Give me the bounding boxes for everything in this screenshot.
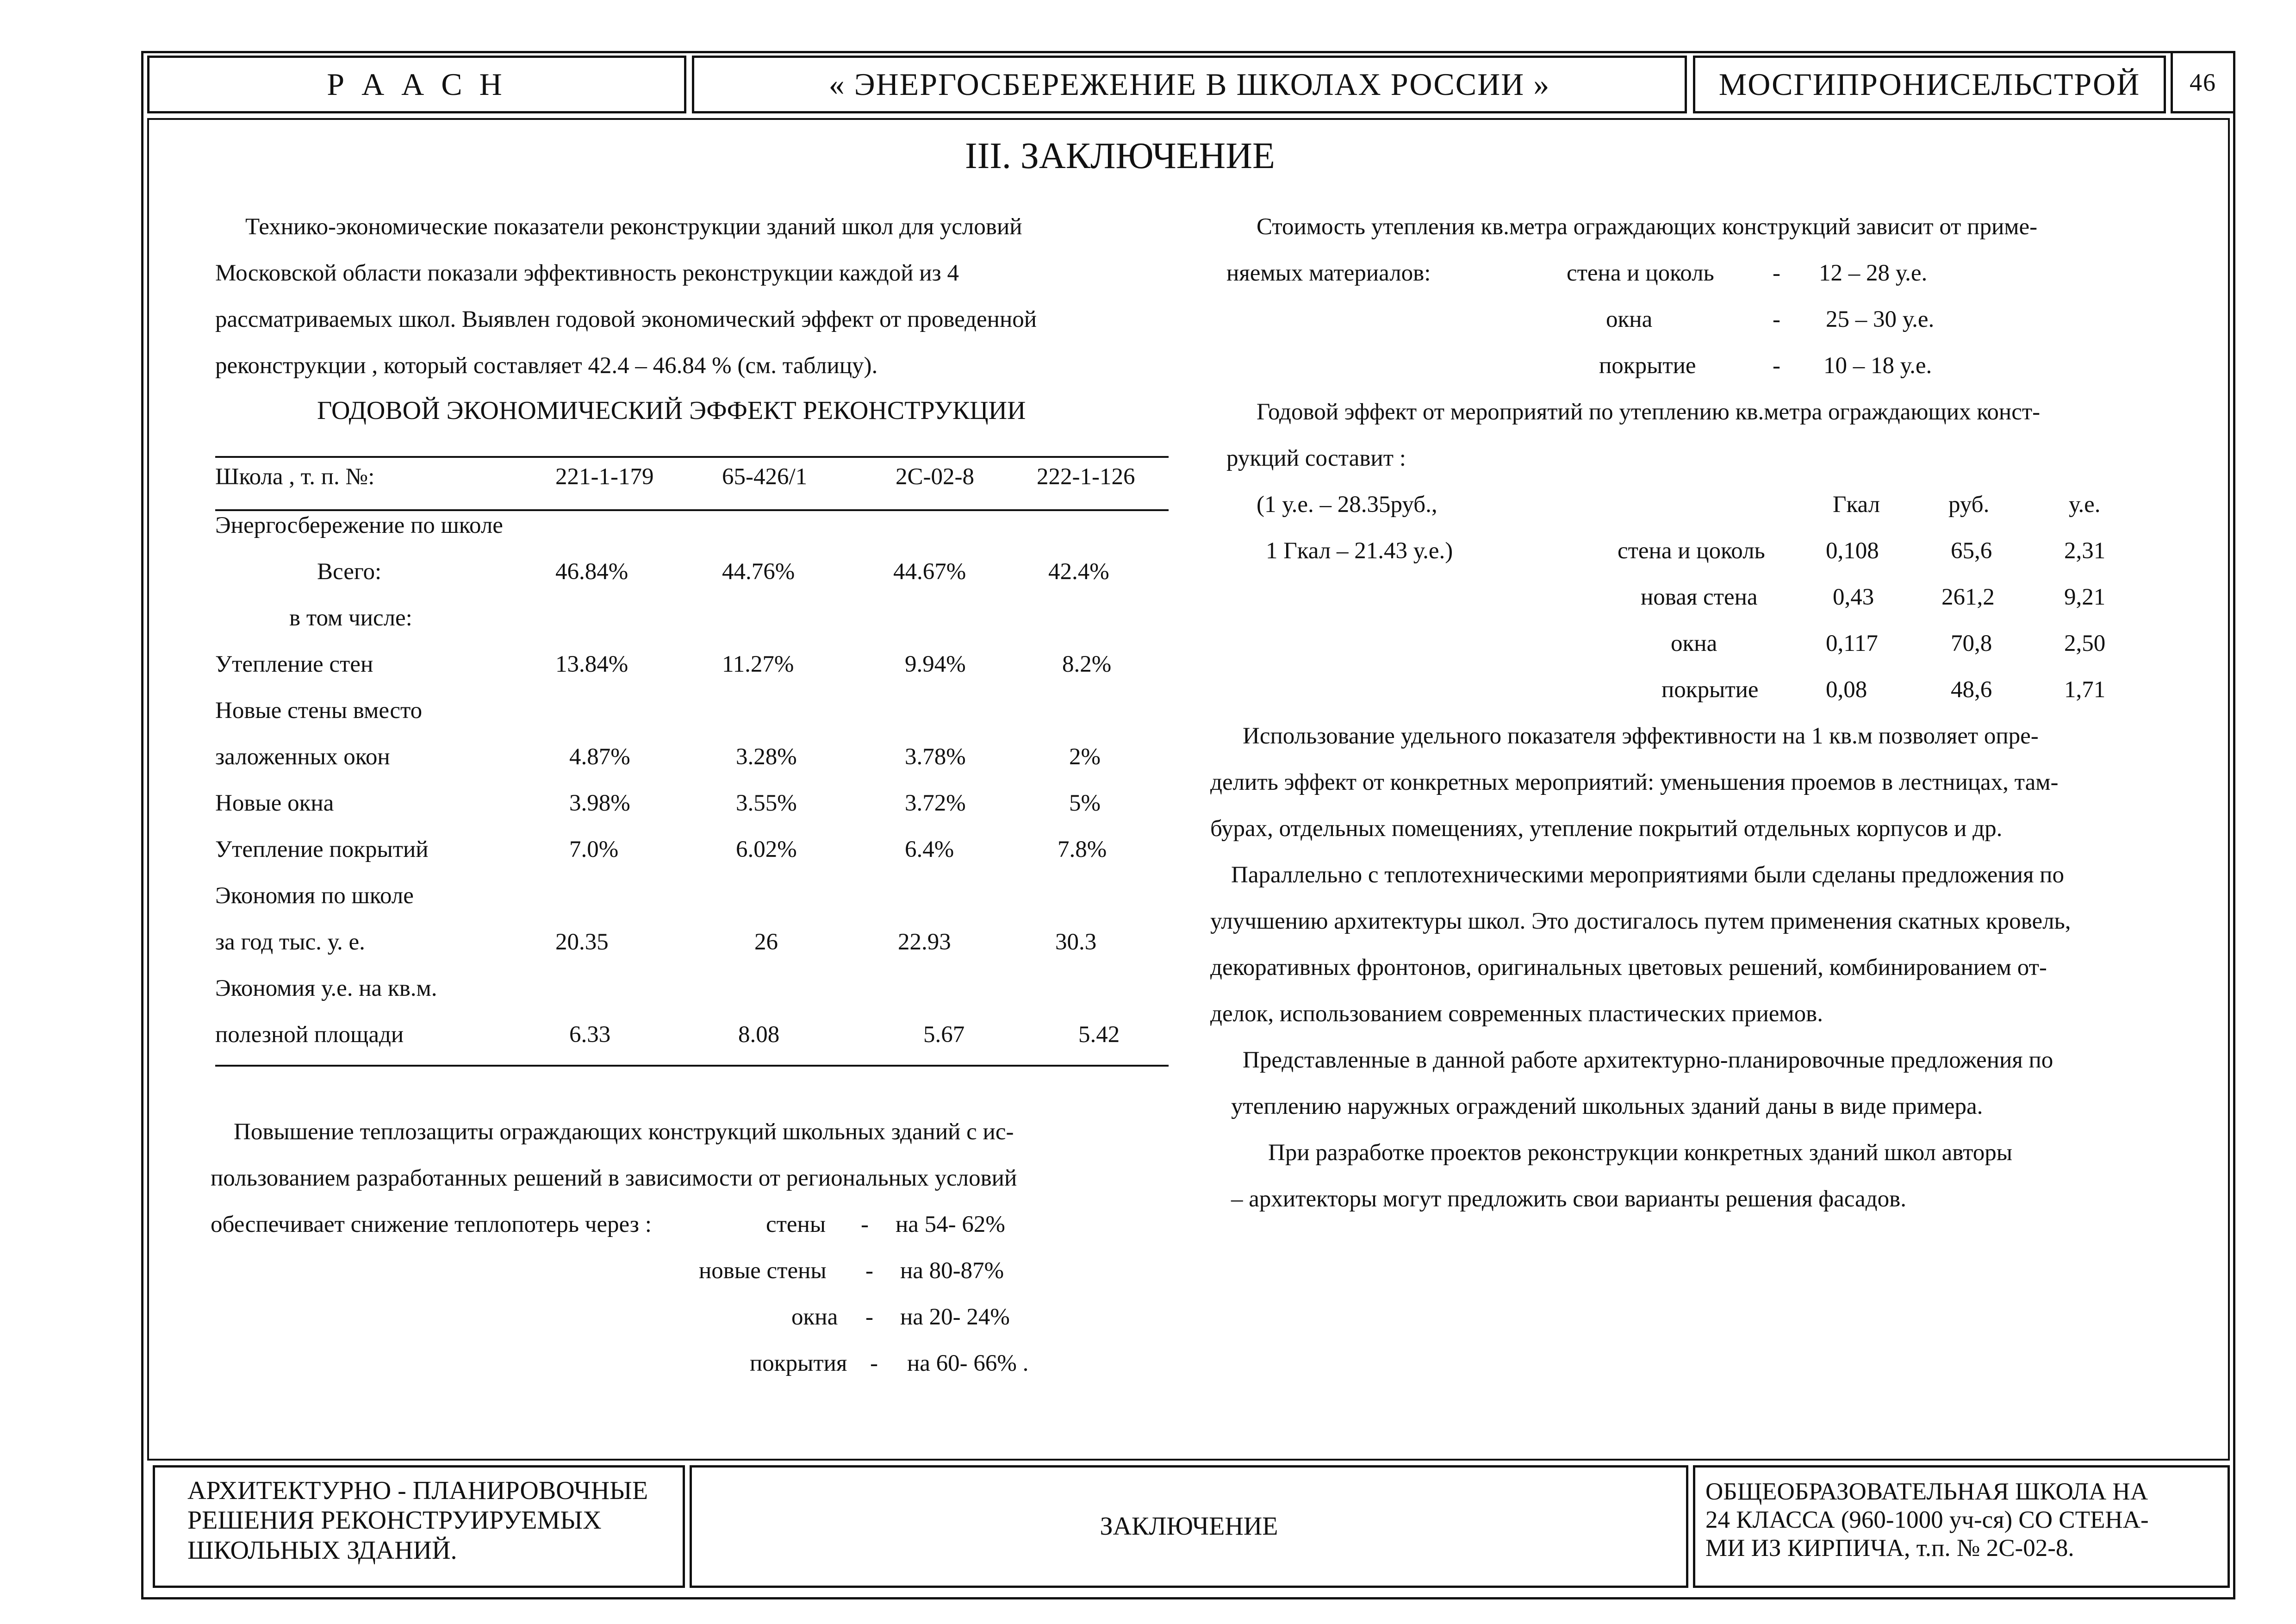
effect-gcal: 0,08: [1826, 677, 1867, 703]
table-row-label: Экономия по школе: [215, 883, 414, 909]
table-header-col: 222-1-126: [1037, 464, 1135, 490]
intro-line: рассматриваемых школ. Выявлен годовой экономический эффект от проведенной: [215, 306, 1037, 332]
intro-line: Технико-экономические показатели реконструкции зданий школ для условий: [245, 214, 1022, 240]
paragraph-line: утеплению наружных ограждений школьных зданий даны в виде примера.: [1231, 1093, 1983, 1119]
paragraph-line: Представленные в данной работе архитектурно-планировочные предложения по: [1243, 1047, 2053, 1073]
table-cell: 7.0%: [569, 837, 619, 862]
header-org: [147, 56, 686, 113]
table-cell: 7.8%: [1058, 837, 1107, 862]
effect-intro-line: рукций составит :: [1226, 445, 1406, 471]
table-row-label: Утепление покрытий: [215, 837, 429, 862]
table-cell: 30.3: [1055, 929, 1097, 955]
cost-value: 12 – 28 у.е.: [1819, 260, 1928, 286]
effect-label: стена и цоколь: [1618, 538, 1765, 564]
effect-rub: 65,6: [1951, 538, 1992, 564]
footer-center: [690, 1465, 1688, 1588]
effect-rub: 261,2: [1941, 584, 1995, 610]
conclusion-line: пользованием разработанных решений в зависимости от региональных условий: [211, 1165, 1017, 1191]
table-row-label: полезной площади: [215, 1022, 404, 1048]
reduction-value: на 20- 24%: [900, 1304, 1010, 1330]
reduction-label: стены: [766, 1212, 826, 1237]
effect-ue: 9,21: [2064, 584, 2106, 610]
header-institute: [1693, 56, 2166, 113]
table-row-label: Утепление стен: [215, 651, 373, 677]
page-number: 46: [2190, 68, 2216, 96]
table-cell: 46.84%: [555, 559, 628, 585]
paragraph-line: делок, использованием современных пластических приемов.: [1210, 1001, 1823, 1027]
header-org-text: Р А А С Н: [327, 67, 507, 102]
table-cell: 3.98%: [569, 790, 630, 816]
table-cell: 26: [754, 929, 778, 955]
effect-label: новая стена: [1641, 584, 1758, 610]
section-title: III. ЗАКЛЮЧЕНИЕ: [965, 136, 1275, 176]
reduction-dash: -: [865, 1258, 873, 1284]
effect-label: окна: [1671, 631, 1717, 656]
table-header-col: 221-1-179: [555, 464, 654, 490]
footer-right-line: МИ ИЗ КИРПИЧА, т.п. № 2С-02-8.: [1705, 1534, 2074, 1562]
table-row-label: в том числе:: [289, 605, 412, 631]
table-row-label: Всего:: [317, 559, 382, 585]
reduction-label: новые стены: [699, 1258, 827, 1284]
paragraph-line: Использование удельного показателя эффективности на 1 кв.м позволяет опре-: [1243, 723, 2039, 749]
effect-gcal: 0,117: [1826, 631, 1878, 656]
header-institute-text: МОСГИПРОНИСЕЛЬСТРОЙ: [1718, 67, 2140, 102]
paragraph-line: – архитекторы могут предложить свои варианты решения фасадов.: [1231, 1186, 1906, 1212]
effect-gcal: 0,43: [1833, 584, 1874, 610]
table-cell: 5.67: [923, 1022, 965, 1048]
footer-right: [1693, 1465, 2230, 1588]
table-title: ГОДОВОЙ ЭКОНОМИЧЕСКИЙ ЭФФЕКТ РЕКОНСТРУКЦИИ: [317, 396, 1026, 425]
table-cell: 2%: [1069, 744, 1101, 770]
table-cell: 13.84%: [555, 651, 628, 677]
table-cell: 5.42: [1078, 1022, 1120, 1048]
paragraph-line: При разработке проектов реконструкции конкретных зданий школ авторы: [1268, 1140, 2012, 1166]
table-row-label: Энергосбережение по школе: [215, 512, 503, 538]
effect-rub: 70,8: [1951, 631, 1992, 656]
header-project-text: « ЭНЕРГОСБЕРЕЖЕНИЕ В ШКОЛАХ РОССИИ »: [828, 67, 1550, 102]
effect-intro-line: Годовой эффект от мероприятий по утеплению кв.метра ограждающих конст-: [1257, 399, 2041, 425]
reduction-label: покрытия: [750, 1350, 847, 1376]
effect-ue: 2,50: [2064, 631, 2106, 656]
table-row-label: Новые стены вместо: [215, 698, 423, 724]
table-cell: 3.55%: [736, 790, 797, 816]
table-cell: 44.67%: [893, 559, 966, 585]
reduction-label: окна: [791, 1304, 838, 1330]
footer-left-line: РЕШЕНИЯ РЕКОНСТРУИРУЕМЫХ: [187, 1506, 602, 1535]
table-bottom-rule: [215, 1065, 1169, 1067]
footer-right-line: ОБЩЕОБРАЗОВАТЕЛЬНАЯ ШКОЛА НА: [1705, 1478, 2148, 1505]
table-cell: 8.08: [738, 1022, 780, 1048]
paragraph-line: декоративных фронтонов, оригинальных цветовых решений, комбинированием от-: [1210, 955, 2047, 981]
cost-dash: -: [1773, 353, 1780, 379]
rate-line: (1 у.е. – 28.35руб.,: [1257, 492, 1437, 518]
table-cell: 3.78%: [905, 744, 966, 770]
table-header-col: 2С-02-8: [896, 464, 974, 490]
effect-gcal: 0,108: [1826, 538, 1879, 564]
conclusion-line: обеспечивает снижение теплопотерь через :: [211, 1212, 652, 1237]
table-cell: 44.76%: [722, 559, 795, 585]
reduction-dash: -: [865, 1304, 873, 1330]
reduction-value: на 60- 66% .: [907, 1350, 1029, 1376]
table-cell: 5%: [1069, 790, 1101, 816]
table-cell: 8.2%: [1062, 651, 1112, 677]
table-cell: 11.27%: [722, 651, 794, 677]
header-project: [692, 56, 1687, 113]
table-cell: 4.87%: [569, 744, 630, 770]
intro-line: реконструкции , который составляет 42.4 – 46.84 % (см. таблицу).: [215, 353, 878, 379]
table-row-label: за год тыс. у. е.: [215, 929, 365, 955]
footer-left-line: АРХИТЕКТУРНО - ПЛАНИРОВОЧНЫЕ: [187, 1476, 648, 1505]
effect-header-gcal: Гкал: [1833, 492, 1880, 518]
table-cell: 6.4%: [905, 837, 954, 862]
table-cell: 9.94%: [905, 651, 966, 677]
paragraph-line: улучшению архитектуры школ. Это достигалось путем применения скатных кровель,: [1210, 908, 2071, 934]
cost-dash: -: [1773, 306, 1780, 332]
effect-header-ue: у.е.: [2069, 492, 2101, 518]
table-header-col: 65-426/1: [722, 464, 808, 490]
intro-line: Московской области показали эффективность реконструкции каждой из 4: [215, 260, 959, 286]
cost-value: 25 – 30 у.е.: [1826, 306, 1935, 332]
table-header-school: Школа , т. п. №:: [215, 464, 375, 490]
table-cell: 3.28%: [736, 744, 797, 770]
cost-intro-line: Стоимость утепления кв.метра ограждающих конструкций зависит от приме-: [1257, 214, 2038, 240]
paragraph-line: Параллельно с теплотехническими мероприятиями были сделаны предложения по: [1231, 862, 2064, 888]
table-cell: 6.02%: [736, 837, 797, 862]
table-cell: 42.4%: [1048, 559, 1109, 585]
header-page-number-box: [2171, 51, 2235, 113]
table-row-label: заложенных окон: [215, 744, 390, 770]
conclusion-line: Повышение теплозащиты ограждающих конструкций школьных зданий с ис-: [234, 1119, 1014, 1145]
reduction-dash: -: [861, 1212, 869, 1237]
paragraph-line: делить эффект от конкретных мероприятий: уменьшения проемов в лестницах, там-: [1210, 769, 2059, 795]
effect-ue: 1,71: [2064, 677, 2106, 703]
table-cell: 6.33: [569, 1022, 611, 1048]
table-cell: 22.93: [898, 929, 951, 955]
table-header-rule: [215, 509, 1169, 511]
effect-rub: 48,6: [1951, 677, 1992, 703]
footer-right-line: 24 КЛАССА (960-1000 уч-ся) СО СТЕНА-: [1705, 1506, 2149, 1533]
footer-left: [153, 1465, 685, 1588]
cost-label: стена и цоколь: [1567, 260, 1714, 286]
effect-label: покрытие: [1661, 677, 1759, 703]
rate-line: 1 Гкал – 21.43 у.е.): [1266, 538, 1453, 564]
cost-intro-line: няемых материалов:: [1226, 260, 1431, 286]
paragraph-line: бурах, отдельных помещениях, утепление покрытий отдельных корпусов и др.: [1210, 816, 2003, 842]
table-cell: 3.72%: [905, 790, 966, 816]
cost-dash: -: [1773, 260, 1780, 286]
reduction-value: на 54- 62%: [896, 1212, 1005, 1237]
cost-value: 10 – 18 у.е.: [1823, 353, 1932, 379]
reduction-dash: -: [870, 1350, 878, 1376]
footer-left-line: ШКОЛЬНЫХ ЗДАНИЙ.: [187, 1536, 457, 1565]
table-row-label: Экономия у.е. на кв.м.: [215, 975, 437, 1001]
effect-header-rub: руб.: [1948, 492, 1990, 518]
table-cell: 20.35: [555, 929, 609, 955]
footer-center-text: ЗАКЛЮЧЕНИЕ: [1100, 1512, 1278, 1541]
table-top-rule: [215, 456, 1169, 458]
cost-label: покрытие: [1599, 353, 1696, 379]
reduction-value: на 80-87%: [900, 1258, 1004, 1284]
effect-ue: 2,31: [2064, 538, 2106, 564]
table-row-label: Новые окна: [215, 790, 334, 816]
cost-label: окна: [1606, 306, 1653, 332]
